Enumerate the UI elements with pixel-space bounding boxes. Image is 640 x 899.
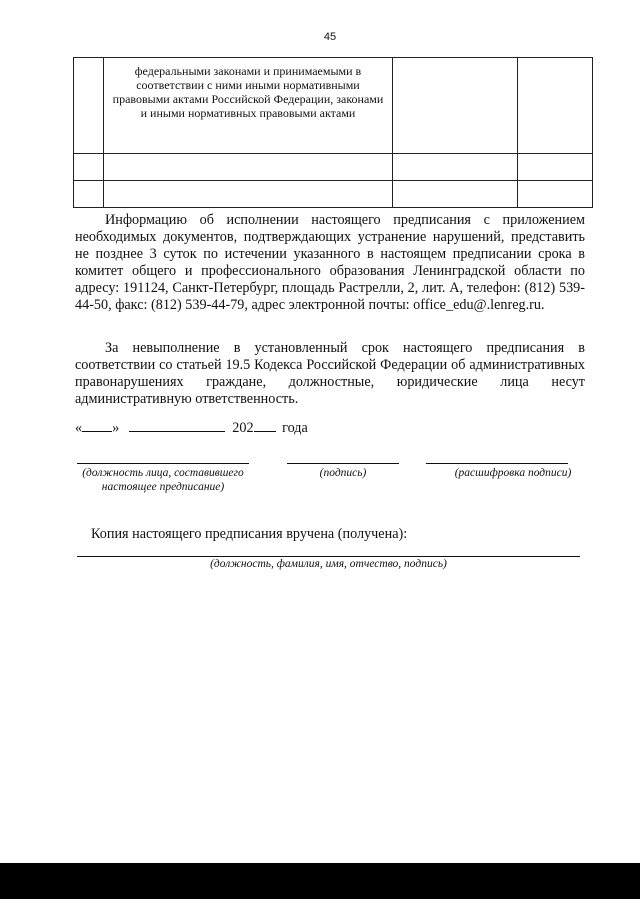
table-cell — [393, 58, 518, 154]
table-cell — [517, 154, 592, 181]
table-cell — [103, 181, 392, 208]
signature-line — [287, 463, 399, 464]
position-signature-line — [77, 463, 249, 464]
table-cell — [74, 154, 104, 181]
table-cell — [517, 181, 592, 208]
transcript-caption: (расшифровка подписи) — [454, 467, 572, 479]
table-row — [74, 58, 593, 154]
signature-caption: (подпись) — [319, 467, 367, 479]
info-paragraph: Информацию об исполнении настоящего предписания с приложением необходимых документов, подтверждающих устранение нарушений, представить не позднее 3 суток по истечении указанного в настоящем предписании срока в комитет общего и профессионального образования Ленинградской области по адресу: 191124, Санкт-Петербург, площадь Растрелли, 2, лит. А, телефон: (812) 539-44-50, факс: (812) 539-44-79, адрес электронной почты: office_edu@.lenreg.ru. — [75, 212, 585, 313]
table-cell — [393, 154, 518, 181]
table-row — [74, 154, 593, 181]
table-row — [74, 181, 593, 208]
transcript-signature-line — [426, 463, 568, 464]
copy-received-caption: (должность, фамилия, имя, отчество, подпись) — [210, 558, 447, 570]
copy-received-label: Копия настоящего предписания вручена (получена): — [91, 526, 408, 542]
table-cell-requirements: федеральными законами и принимаемыми в соответствии с ними иными нормативными правовыми актами Российской Федерации, законами и иными нормативных правовыми актами — [103, 58, 392, 154]
table-cell — [393, 181, 518, 208]
month-blank — [129, 418, 225, 432]
page-number: 45 — [323, 31, 337, 43]
day-blank — [82, 418, 112, 432]
table-cell — [103, 154, 392, 181]
table-cell — [74, 181, 104, 208]
document-table — [73, 57, 593, 208]
year-blank — [254, 418, 276, 432]
copy-received-line — [77, 556, 580, 557]
table-cell-number — [74, 58, 104, 154]
position-caption: (должность лица, составившего настоящее предписание) — [82, 467, 244, 493]
date-open-quote: « — [75, 420, 83, 436]
year-prefix: 202 — [232, 420, 254, 436]
year-suffix: года — [282, 420, 308, 436]
table-cell — [517, 58, 592, 154]
date-line — [75, 418, 308, 437]
liability-paragraph: За невыполнение в установленный срок настоящего предписания в соответствии со статьей 19.5 Кодекса Российской Федерации об административных правонарушениях граждане, должностные, юридические лица несут административную ответственность. — [75, 340, 585, 407]
date-close-quote: » — [112, 420, 120, 436]
scan-border — [0, 863, 640, 899]
